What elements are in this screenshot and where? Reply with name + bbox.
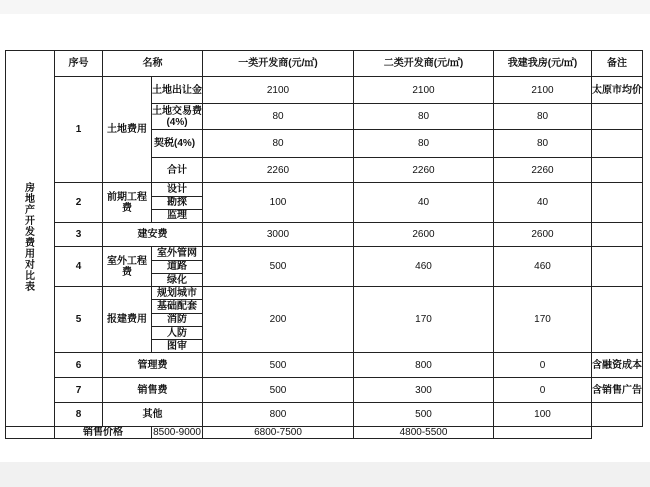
- cell-dev2: 800: [354, 353, 494, 377]
- table-row: [6, 353, 643, 377]
- cell-self: 0: [494, 377, 592, 402]
- sub-item: 图审: [152, 340, 203, 353]
- sub-item: 合计: [152, 157, 203, 182]
- row-name: 前期工程费: [103, 183, 152, 223]
- cell-note: [592, 103, 643, 129]
- cell-dev1: 100: [203, 183, 354, 223]
- cell-dev1: 500: [203, 353, 354, 377]
- header-note: 备注: [592, 51, 643, 77]
- cell-self: 80: [494, 103, 592, 129]
- cell-dev1: 3000: [203, 223, 354, 247]
- page-bottom-band: [0, 462, 650, 487]
- vertical-title: 房 地 产 开 发 费 用 对 比 表: [6, 51, 55, 427]
- cell-dev1: 2260: [203, 157, 354, 182]
- row-name: 销售费: [103, 377, 203, 402]
- cell-dev2: 2600: [354, 223, 494, 247]
- cell-note: [494, 426, 592, 438]
- sub-item: 契税(4%): [152, 130, 203, 157]
- row-no: [6, 426, 55, 438]
- header-dev2: 二类开发商(元/㎡): [354, 51, 494, 77]
- table-row: [6, 403, 643, 426]
- sub-item: 土地出让金: [152, 77, 203, 103]
- sub-item: 绿化: [152, 273, 203, 286]
- cell-dev2: 6800-7500: [203, 426, 354, 438]
- row-name: 管理费: [103, 353, 203, 377]
- cell-dev1: 8500-9000: [153, 426, 201, 438]
- cell-note: [592, 130, 643, 157]
- row-no: 5: [55, 287, 103, 353]
- cell-dev1: 800: [203, 403, 354, 426]
- cell-self: 170: [494, 287, 592, 353]
- row-no: 3: [55, 223, 103, 247]
- cell-self: 2100: [494, 77, 592, 103]
- cell-note: 太原市均价: [592, 77, 643, 103]
- cell-dev1: 80: [203, 130, 354, 157]
- cell-note: [592, 287, 643, 353]
- cell-dev2: 2260: [354, 157, 494, 182]
- row-no: 7: [55, 377, 103, 402]
- row-name: 销售价格: [55, 426, 152, 438]
- cell-self: 4800-5500: [354, 426, 494, 438]
- cell-dev2: 80: [354, 130, 494, 157]
- cell-note: [592, 157, 643, 182]
- header-row: [6, 51, 643, 77]
- row-name: 土地费用: [103, 77, 152, 183]
- row-no: 4: [55, 247, 103, 287]
- cell-dev2: 2100: [354, 77, 494, 103]
- cell-self: 2600: [494, 223, 592, 247]
- sub-item: 土地交易费(4%): [152, 103, 203, 129]
- sub-item: 基础配套: [152, 300, 203, 313]
- row-name: 室外工程费: [103, 247, 152, 287]
- row-no: 6: [55, 353, 103, 377]
- cell-dev2: 500: [354, 403, 494, 426]
- table-row: [6, 426, 643, 438]
- table-row: [6, 77, 643, 103]
- table-row: [6, 287, 643, 300]
- sub-item: 道路: [152, 260, 203, 273]
- row-name: 其他: [103, 403, 203, 426]
- cell-self: 2260: [494, 157, 592, 182]
- row-name: 建安费: [103, 223, 203, 247]
- table-row: [6, 377, 643, 402]
- row-no: 8: [55, 403, 103, 426]
- cell-self: 100: [494, 403, 592, 426]
- cell-self: 0: [494, 353, 592, 377]
- cell-dev1: 2100: [203, 77, 354, 103]
- row-no: 1: [55, 77, 103, 183]
- cell-dev2: 460: [354, 247, 494, 287]
- page-top-band: [0, 0, 650, 14]
- sub-item: 设计: [152, 183, 203, 196]
- cell-self: 460: [494, 247, 592, 287]
- cell-self: 80: [494, 130, 592, 157]
- cell-dev2: 170: [354, 287, 494, 353]
- cell-note: 含融资成本: [592, 353, 643, 377]
- header-dev1: 一类开发商(元/㎡): [203, 51, 354, 77]
- cell-dev2: 80: [354, 103, 494, 129]
- cell-dev1: 80: [203, 103, 354, 129]
- cell-dev2: 300: [354, 377, 494, 402]
- table-row: [6, 247, 643, 260]
- row-no: 2: [55, 183, 103, 223]
- row-name: 报建费用: [103, 287, 152, 353]
- cell-note: [592, 223, 643, 247]
- cell-self: 40: [494, 183, 592, 223]
- table-row: [6, 223, 643, 247]
- cost-comparison-table: [5, 50, 643, 439]
- cell-note: [592, 403, 643, 426]
- cell-dev1: 500: [203, 377, 354, 402]
- header-self: 我建我房(元/㎡): [494, 51, 592, 77]
- sub-item: 人防: [152, 326, 203, 339]
- sub-item: 消防: [152, 313, 203, 326]
- cell-dev2: 40: [354, 183, 494, 223]
- cell-dev1: 200: [203, 287, 354, 353]
- table-row: [6, 183, 643, 196]
- cell-note: 含销售广告: [592, 377, 643, 402]
- cell-note: [592, 183, 643, 223]
- cell-dev1: 500: [203, 247, 354, 287]
- sub-item: 监理: [152, 209, 203, 222]
- sub-item: 规划城市: [152, 287, 203, 300]
- header-no: 序号: [55, 51, 103, 77]
- cell-note: [592, 247, 643, 287]
- sub-item: 勘探: [152, 196, 203, 209]
- header-name: 名称: [103, 51, 203, 77]
- sub-item: 室外管网: [152, 247, 203, 260]
